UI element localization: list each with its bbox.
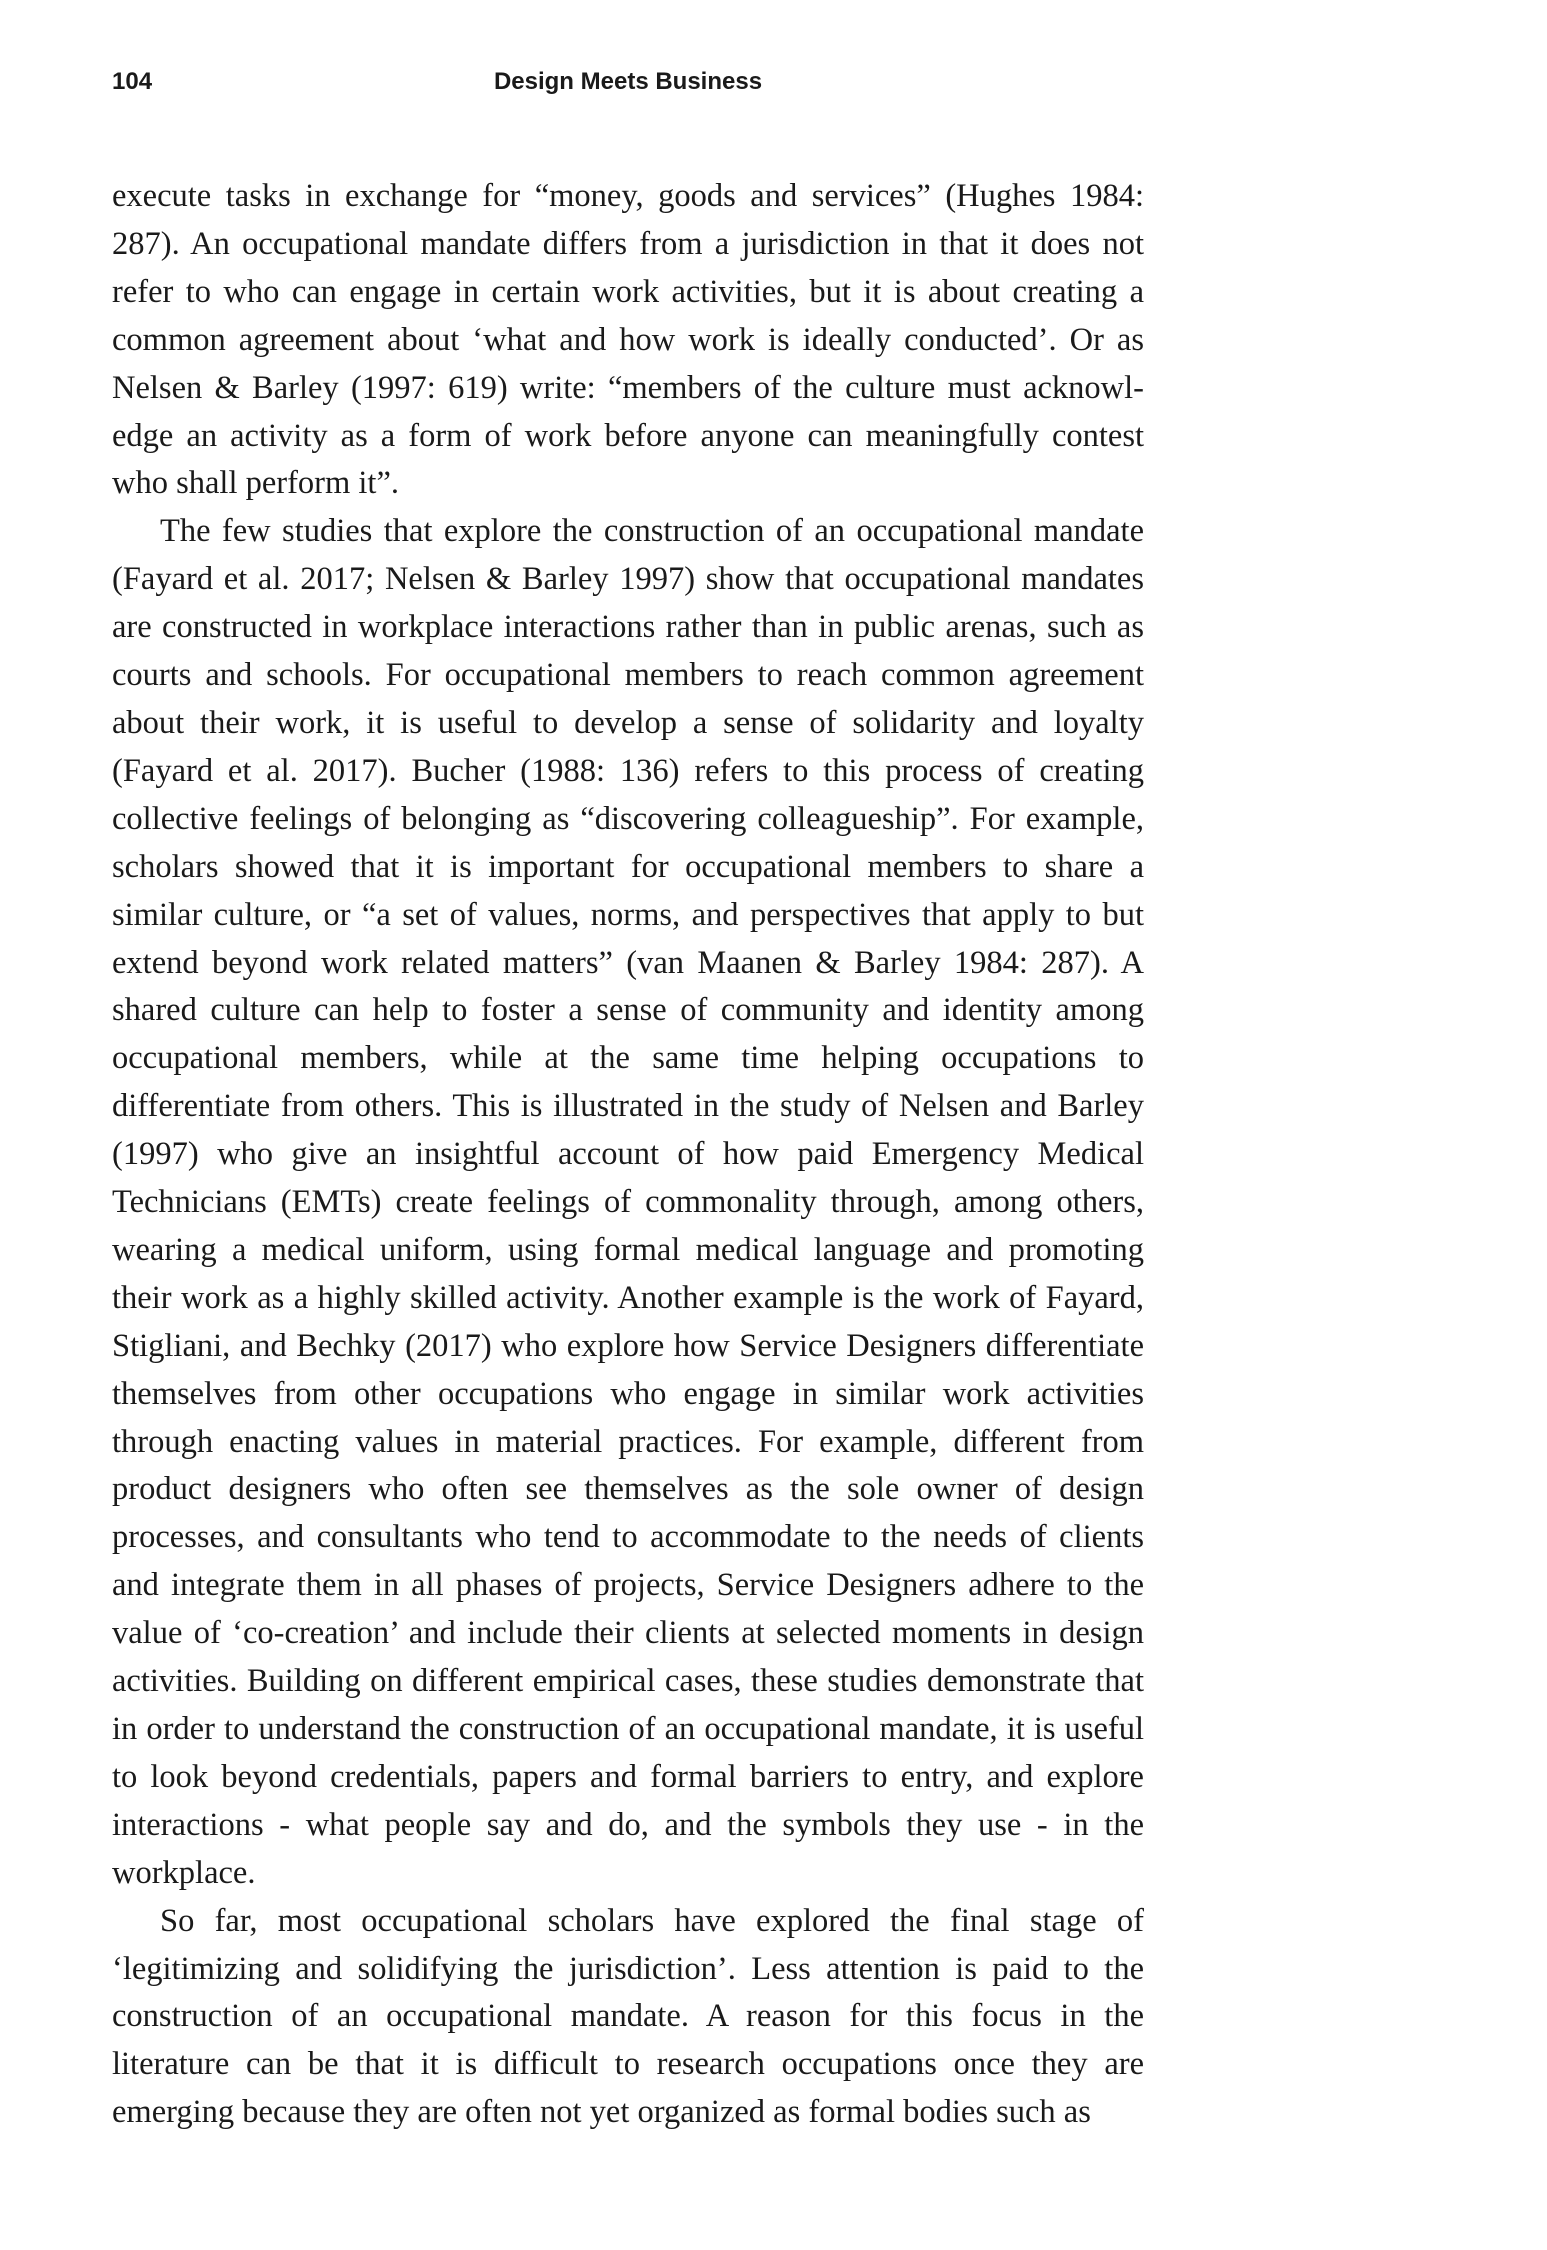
paragraph-3: So far, most occupational scholars have explored the final stage of ‘legitimizing and solidifying the jurisdiction’. Less attention is paid to the construction of an occupational mandate. A reason for this focus in the literature can be that it is difficult to research occupations once they are emerging because they are often not yet organized as formal bodies such as (112, 1902, 1144, 2131)
paragraph-1: execute tasks in exchange for “money, goods and services” (Hughes 1984: 287). An occupational mandate differs from a jurisdiction in that it does not refer to who can engage in certain work activities, but it is about creating a common agreement about ‘what and how work is ideally conducted’. Or as Nelsen & Barley (1997: 619) write: “members of the culture must acknowledge an activity as a form of work before anyone can meaningfully contest who shall perform it”. (112, 178, 1144, 502)
page-number: 104 (112, 68, 153, 95)
paragraph-2: The few studies that explore the construction of an occupational mandate (Fayard et al. 2017; Nelsen & Barley 1997) show that occupational mandates are constructed in workplace interactions rather than in public arenas, such as courts and schools. For occupational members to reach common agreement about their work, it is useful to develop a sense of solidarity and loyalty (Fayard et al. 2017). Bucher (1988: 136) refers to this process of creating collective feelings of belonging as “discovering colleagueship”. For example, scholars showed that it is important for occupational members to share a similar culture, or “a set of values, norms, and perspectives that apply to but extend beyond work related matters” (van Maanen & Barley 1984: 287). A shared culture can help to foster a sense of community and identity among occupational members, while at the same time helping occupations to differentiate from others. This is illustrated in the study of Nelsen and Barley (1997) who give an insightful account of how paid Emergency Medical Technicians (EMTs) create feelings of commonality through, among others, wearing a medical uniform, using formal medical language and promoting their work as a highly skilled activity. Another example is the work of Fayard, Stigliani, and Bechky (2017) who explore how Service Designers differentiate themselves from other occupations who engage in similar work activities through enacting values in material practices. For example, different from product designers who often see themselves as the sole owner of design processes, and consultants who tend to accommodate to the needs of clients and integrate them in all phases of projects, Service Designers adhere to the value of ‘co-creation’ and include their clients at selected moments in design activities. Building on different empirical cases, these studies demonstrate that in order to understand the construction of an occupational mandate, it is useful to look beyond credentials, papers and formal barriers to entry, and explore interactions - what people say and do, and the symbols they use - in the workplace. (112, 513, 1144, 1891)
running-header (112, 68, 1144, 102)
body-text (112, 173, 1144, 2137)
running-title: Design Meets Business (493, 68, 763, 95)
